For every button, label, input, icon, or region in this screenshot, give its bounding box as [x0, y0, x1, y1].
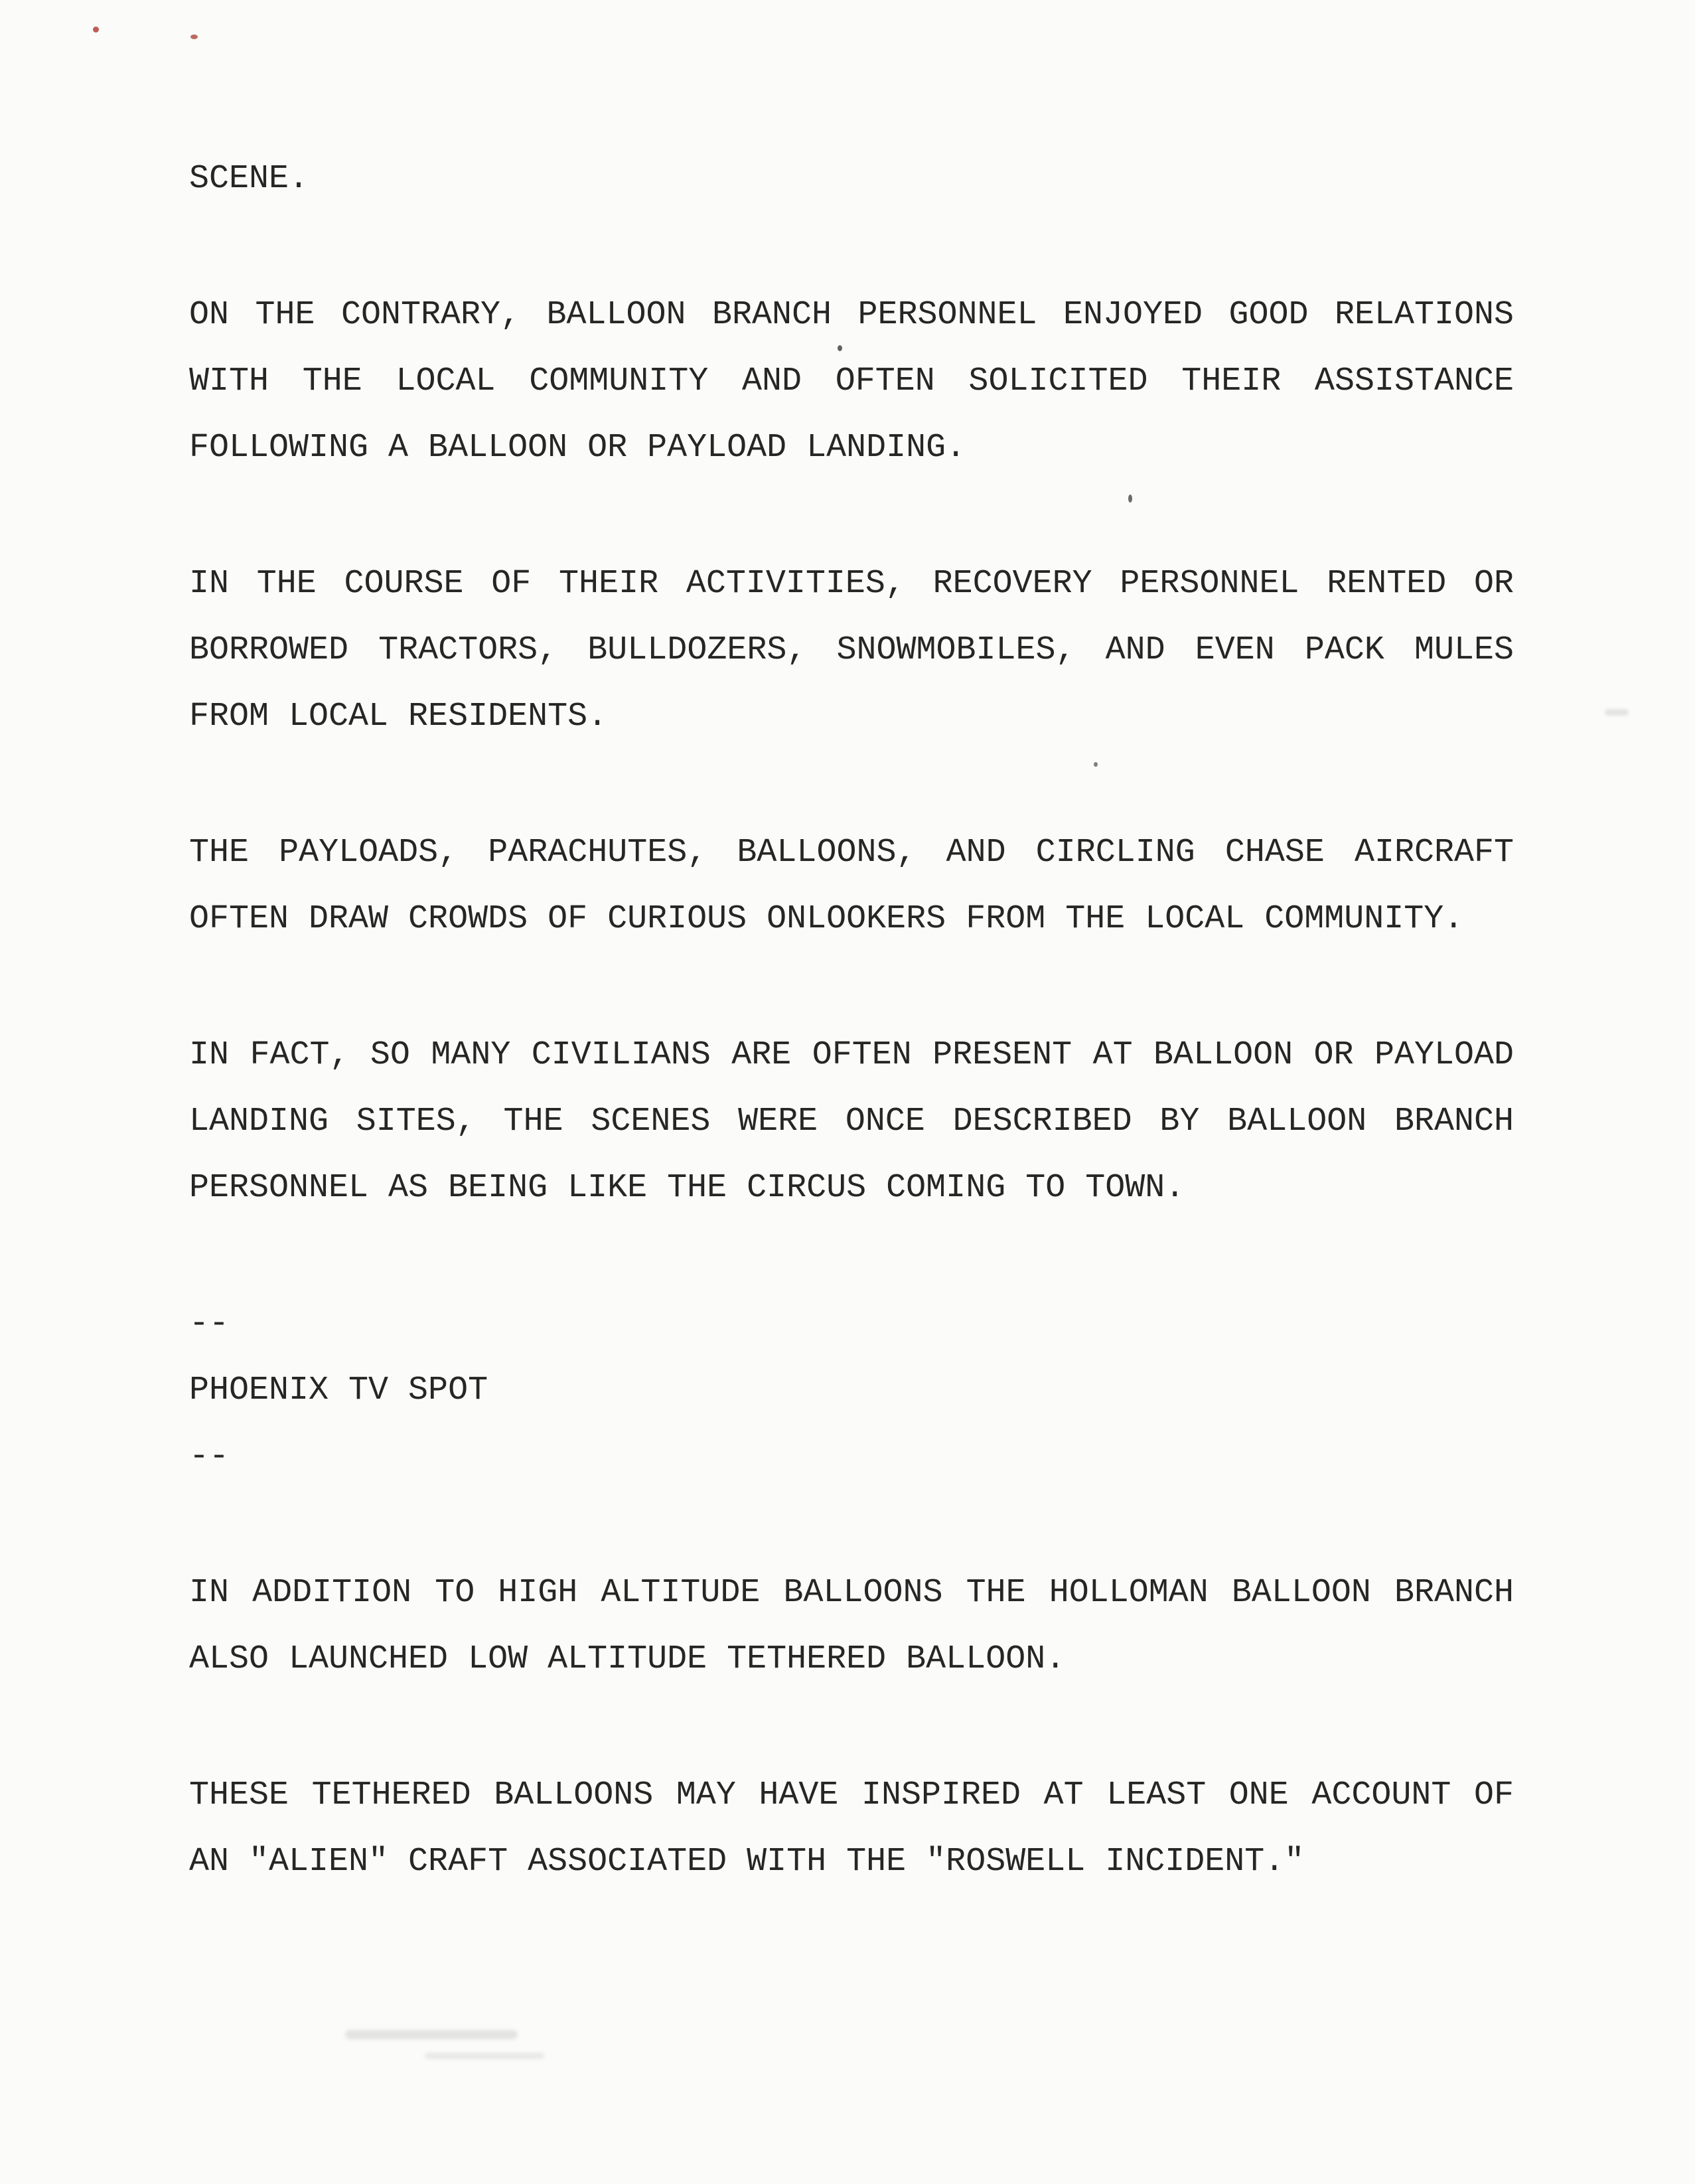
- text-line: FOLLOWING A BALLOON OR PAYLOAD LANDING.: [189, 429, 966, 467]
- text-line: PHOENIX TV SPOT: [189, 1371, 488, 1409]
- text-line: BORROWED TRACTORS, BULLDOZERS, SNOWMOBILES, AND EVEN PACK MULES: [189, 631, 1514, 669]
- text-line: THESE TETHERED BALLOONS MAY HAVE INSPIRED AT LEAST ONE ACCOUNT OF: [189, 1776, 1514, 1814]
- text-line: OFTEN DRAW CROWDS OF CURIOUS ONLOOKERS FROM THE LOCAL COMMUNITY.: [189, 900, 1464, 938]
- text-line: ON THE CONTRARY, BALLOON BRANCH PERSONNEL ENJOYED GOOD RELATIONS: [189, 296, 1514, 334]
- text-line: SCENE.: [189, 160, 309, 198]
- text-line: IN ADDITION TO HIGH ALTITUDE BALLOONS THE HOLLOMAN BALLOON BRANCH: [189, 1574, 1514, 1612]
- paragraph-tethered-balloons: [189, 1560, 1514, 1693]
- text-line: AN "ALIEN" CRAFT ASSOCIATED WITH THE "ROSWELL INCIDENT.": [189, 1843, 1305, 1881]
- scan-artifact-smudge: [1605, 709, 1629, 716]
- text-line: THE PAYLOADS, PARACHUTES, BALLOONS, AND CIRCLING CHASE AIRCRAFT: [189, 834, 1514, 872]
- paragraph-circus-coming-to-town: [189, 1022, 1514, 1221]
- text-line: IN THE COURSE OF THEIR ACTIVITIES, RECOVERY PERSONNEL RENTED OR: [189, 565, 1514, 603]
- paragraph-recovery-personnel: [189, 551, 1514, 750]
- text-line: PERSONNEL AS BEING LIKE THE CIRCUS COMING TO TOWN.: [189, 1169, 1185, 1207]
- text-line: --: [189, 1305, 230, 1343]
- scan-artifact-red-dot: [93, 27, 99, 33]
- text-line: FROM LOCAL RESIDENTS.: [189, 698, 608, 736]
- paragraph-curious-onlookers: [189, 820, 1514, 953]
- scan-artifact-smudge: [425, 2053, 544, 2059]
- text-line: LANDING SITES, THE SCENES WERE ONCE DESCRIBED BY BALLOON BRANCH: [189, 1103, 1514, 1140]
- text-line: --: [189, 1438, 230, 1476]
- document-body: [189, 146, 1514, 1965]
- scan-artifact-red-dot: [190, 35, 198, 39]
- text-line: IN FACT, SO MANY CIVILIANS ARE OFTEN PRESENT AT BALLOON OR PAYLOAD: [189, 1036, 1514, 1074]
- paragraph-good-relations: [189, 282, 1514, 481]
- scene-heading: [189, 146, 1514, 212]
- phoenix-tv-spot-marker: [189, 1291, 1514, 1490]
- scan-artifact-smudge: [345, 2030, 518, 2039]
- paragraph-roswell-incident: [189, 1762, 1514, 1895]
- text-line: WITH THE LOCAL COMMUNITY AND OFTEN SOLICITED THEIR ASSISTANCE: [189, 362, 1514, 400]
- text-line: ALSO LAUNCHED LOW ALTITUDE TETHERED BALLOON.: [189, 1640, 1066, 1678]
